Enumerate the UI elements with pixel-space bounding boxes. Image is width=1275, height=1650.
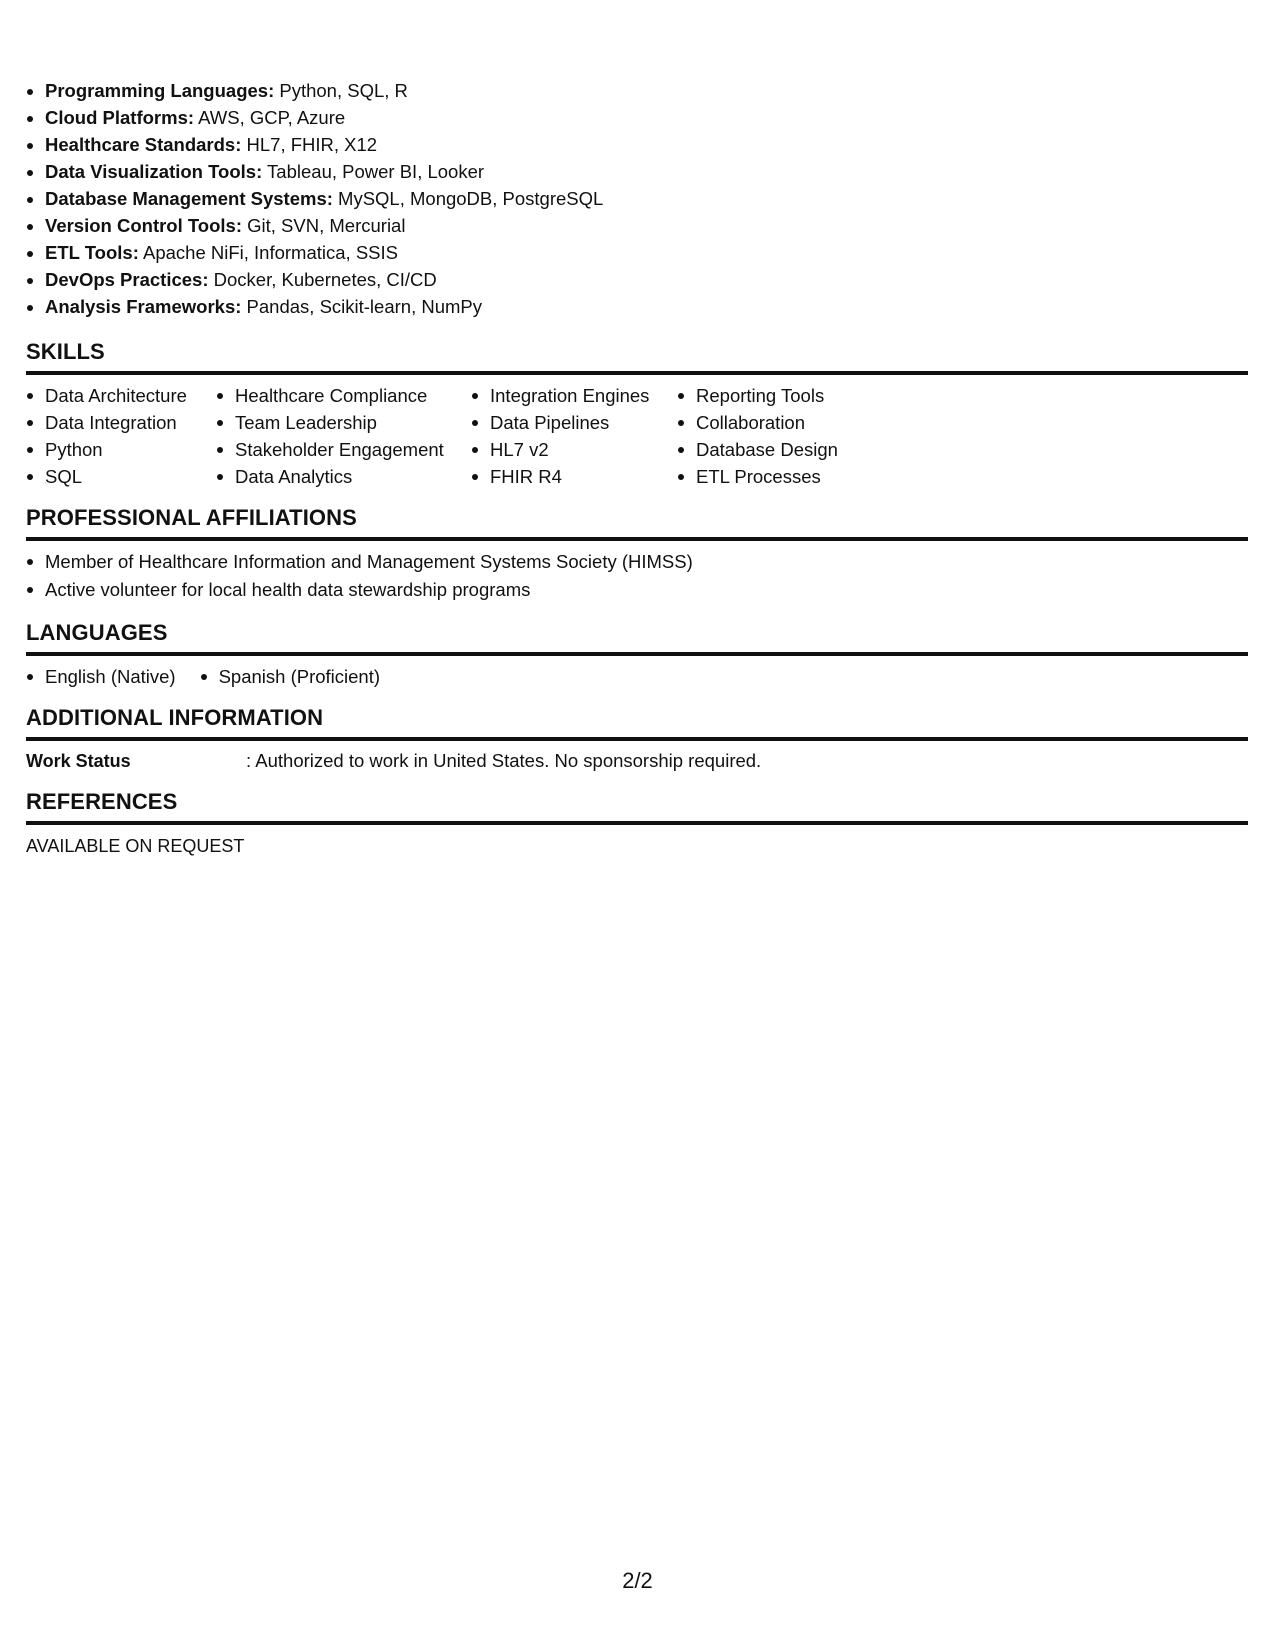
skill-item: Data Pipelines	[471, 409, 677, 436]
skill-item: Healthcare Compliance	[216, 382, 471, 409]
references-section	[26, 788, 1248, 860]
affiliation-item: Active volunteer for local health data stewardship programs	[26, 576, 1248, 604]
references-text: AVAILABLE ON REQUEST	[26, 836, 245, 856]
list-item: Database Management Systems: MySQL, MongoDB, PostgreSQL	[26, 186, 1248, 213]
skills-column	[216, 382, 471, 490]
skills-column	[26, 382, 216, 490]
technical-skills-list	[26, 78, 1248, 321]
skill-item: Data Integration	[26, 409, 216, 436]
languages-section	[26, 619, 1248, 690]
list-item: Healthcare Standards: HL7, FHIR, X12	[26, 132, 1248, 159]
skill-item: Python	[26, 436, 216, 463]
section-title: LANGUAGES	[26, 620, 168, 645]
skill-item: HL7 v2	[471, 436, 677, 463]
list-item: Analysis Frameworks: Pandas, Scikit-learn, NumPy	[26, 294, 1248, 321]
section-title: REFERENCES	[26, 789, 178, 814]
section-divider	[26, 652, 1248, 656]
section-divider	[26, 821, 1248, 825]
list-item: Cloud Platforms: AWS, GCP, Azure	[26, 105, 1248, 132]
resume-page-2	[26, 78, 1248, 860]
section-divider	[26, 371, 1248, 375]
list-item: ETL Tools: Apache NiFi, Informatica, SSIS	[26, 240, 1248, 267]
skills-column	[677, 382, 877, 490]
skill-item: Data Architecture	[26, 382, 216, 409]
page-number: 2/2	[622, 1568, 653, 1593]
list-item: Programming Languages: Python, SQL, R	[26, 78, 1248, 105]
skill-item: ETL Processes	[677, 463, 877, 490]
language-item: Spanish (Proficient)	[200, 663, 380, 690]
additional-information-section	[26, 704, 1248, 774]
section-title: PROFESSIONAL AFFILIATIONS	[26, 505, 357, 530]
skill-item: SQL	[26, 463, 216, 490]
section-title: SKILLS	[26, 339, 105, 364]
skills-grid	[26, 382, 1248, 490]
affiliations-section	[26, 504, 1248, 604]
section-divider	[26, 537, 1248, 541]
affiliations-list	[26, 548, 1248, 604]
skill-item: Integration Engines	[471, 382, 677, 409]
skill-item: Reporting Tools	[677, 382, 877, 409]
list-item: Version Control Tools: Git, SVN, Mercurial	[26, 213, 1248, 240]
skill-item: Collaboration	[677, 409, 877, 436]
skill-item: Team Leadership	[216, 409, 471, 436]
language-item: English (Native)	[26, 663, 176, 690]
section-divider	[26, 737, 1248, 741]
work-status-row	[26, 748, 1248, 774]
work-status-value: : Authorized to work in United States. No sponsorship required.	[246, 750, 762, 771]
skill-item: FHIR R4	[471, 463, 677, 490]
skills-section	[26, 338, 1248, 490]
list-item: DevOps Practices: Docker, Kubernetes, CI/CD	[26, 267, 1248, 294]
skill-item: Data Analytics	[216, 463, 471, 490]
skill-item: Stakeholder Engagement	[216, 436, 471, 463]
work-status-label: Work Status	[26, 751, 131, 771]
skill-item: Database Design	[677, 436, 877, 463]
list-item: Data Visualization Tools: Tableau, Power BI, Looker	[26, 159, 1248, 186]
skills-column	[471, 382, 677, 490]
section-title: ADDITIONAL INFORMATION	[26, 705, 324, 730]
languages-list	[26, 663, 1248, 690]
affiliation-item: Member of Healthcare Information and Management Systems Society (HIMSS)	[26, 548, 1248, 576]
